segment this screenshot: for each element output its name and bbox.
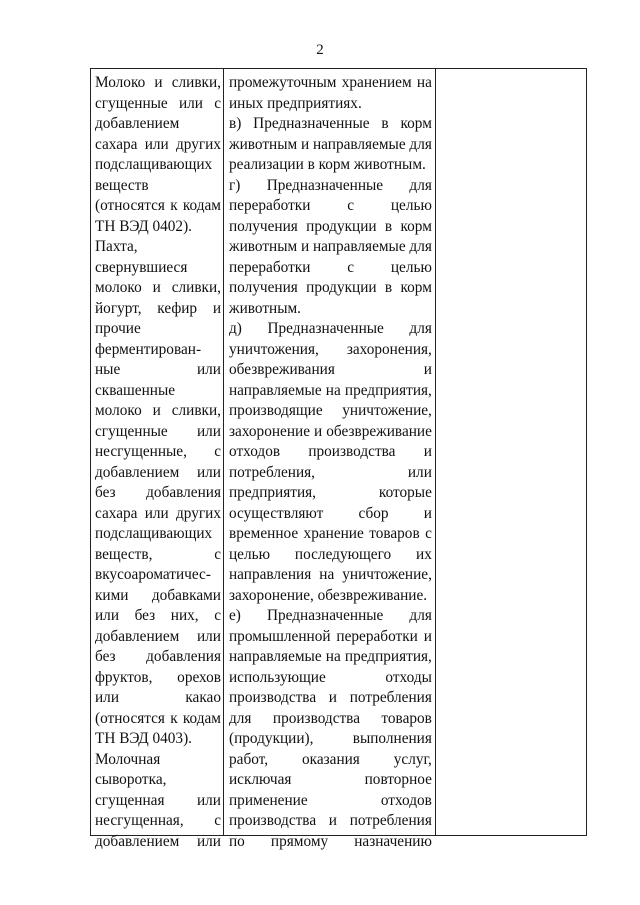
- text-line: животным.: [229, 299, 301, 317]
- product-name-text: [91, 69, 223, 850]
- text-line: направления на уничтожение,: [229, 566, 432, 583]
- page-number: 2: [316, 42, 324, 58]
- empty-cell-content: [436, 69, 586, 831]
- text-line: захоронение и обезвреживание: [229, 422, 432, 440]
- text-line: для производства товаров: [229, 709, 432, 727]
- text-line: молоко и сливки,: [95, 279, 221, 296]
- text-line: целью последующего их: [229, 545, 432, 563]
- purpose-cell: [224, 69, 436, 850]
- text-line: подслащивающих: [95, 156, 213, 173]
- text-line: подслащивающих: [95, 525, 213, 542]
- text-line: кими добавками: [95, 586, 221, 604]
- text-line: по прямому назначению: [229, 832, 432, 850]
- purpose-text: [224, 69, 435, 850]
- text-line: животным и направляемые для: [229, 238, 432, 255]
- text-line: работ, оказания услуг,: [229, 750, 432, 768]
- text-line: веществ, с: [95, 545, 221, 563]
- text-line: д) Предназначенные для: [229, 320, 432, 337]
- text-line: прочие: [95, 320, 141, 337]
- text-line: несгущенная, с: [95, 812, 221, 829]
- text-line: сгущенная или: [95, 791, 221, 809]
- text-line: Молоко и сливки,: [95, 74, 221, 91]
- text-line: переработки с целью: [229, 197, 432, 214]
- text-line: Молочная: [95, 750, 161, 768]
- text-line: Пахта,: [95, 238, 138, 255]
- text-line: реализации в корм животным.: [229, 156, 426, 173]
- text-line: сахара или других: [95, 135, 221, 153]
- text-line: получения продукции в корм: [229, 217, 432, 235]
- text-line: использующие отходы: [229, 668, 432, 686]
- empty-cell: [435, 69, 586, 836]
- text-line: добавлением: [95, 115, 180, 132]
- text-line: промышленной переработки и: [229, 627, 432, 645]
- text-line: направляемые на предприятия,: [229, 648, 432, 665]
- table-row: [91, 69, 587, 836]
- text-line: применение отходов: [229, 791, 432, 809]
- text-line: сквашенные: [95, 381, 176, 399]
- text-line: производства и потребления: [229, 812, 432, 829]
- text-line: йогурт, кефир и: [95, 299, 221, 317]
- text-line: добавлением или: [95, 832, 221, 850]
- text-line: или какао: [95, 689, 221, 706]
- text-line: направляемые на предприятия,: [229, 381, 432, 399]
- text-line: (продукции), выполнения: [229, 730, 432, 747]
- text-line: или без них, с: [95, 607, 221, 624]
- text-line: животным и направляемые для: [229, 135, 432, 153]
- text-line: временное хранение товаров с: [229, 525, 432, 542]
- text-line: в) Предназначенные в корм: [229, 115, 432, 132]
- text-line: предприятия, которые: [229, 484, 432, 501]
- text-line: ные или: [95, 361, 221, 378]
- text-line: без добавления: [95, 648, 221, 665]
- document-table: [90, 68, 587, 850]
- text-line: добавлением или: [95, 463, 221, 481]
- text-line: молоко и сливки,: [95, 402, 221, 419]
- text-line: иных предприятиях.: [229, 94, 362, 112]
- text-line: обезвреживания и: [229, 361, 432, 378]
- text-line: добавлением или: [95, 627, 221, 645]
- product-name-cell: [91, 69, 224, 850]
- text-line: отходов производства и: [229, 443, 432, 460]
- text-line: получения продукции в корм: [229, 279, 432, 296]
- text-line: захоронение, обезвреживание.: [229, 586, 428, 604]
- text-line: веществ: [95, 176, 149, 194]
- text-line: ТН ВЭД 0403).: [95, 730, 193, 747]
- text-line: (относятся к кодам: [95, 709, 221, 727]
- text-line: фруктов, орехов: [95, 668, 221, 686]
- text-line: несгущенные, с: [95, 443, 221, 460]
- text-line: осуществляют сбор и: [229, 504, 432, 522]
- text-line: потребления, или: [229, 463, 432, 481]
- text-line: сгущенные или: [95, 422, 221, 440]
- text-line: г) Предназначенные для: [229, 176, 432, 194]
- text-line: производства и потребления: [229, 689, 432, 706]
- text-line: производящие уничтожение,: [229, 402, 432, 419]
- text-line: сгущенные или с: [95, 94, 221, 112]
- text-line: сахара или других: [95, 504, 221, 522]
- text-line: переработки с целью: [229, 258, 432, 276]
- text-line: сыворотка,: [95, 771, 167, 788]
- text-line: е) Предназначенные для: [229, 607, 432, 624]
- text-line: ТН ВЭД 0402).: [95, 217, 193, 235]
- text-line: вкусоароматичес-: [95, 566, 211, 583]
- text-line: исключая повторное: [229, 771, 432, 788]
- text-line: ферментирован-: [95, 340, 202, 358]
- text-line: уничтожения, захоронения,: [229, 340, 432, 358]
- text-line: (относятся к кодам: [95, 197, 221, 214]
- text-line: свернувшиеся: [95, 258, 188, 276]
- text-line: без добавления: [95, 484, 221, 501]
- text-line: промежуточным хранением на: [229, 74, 432, 91]
